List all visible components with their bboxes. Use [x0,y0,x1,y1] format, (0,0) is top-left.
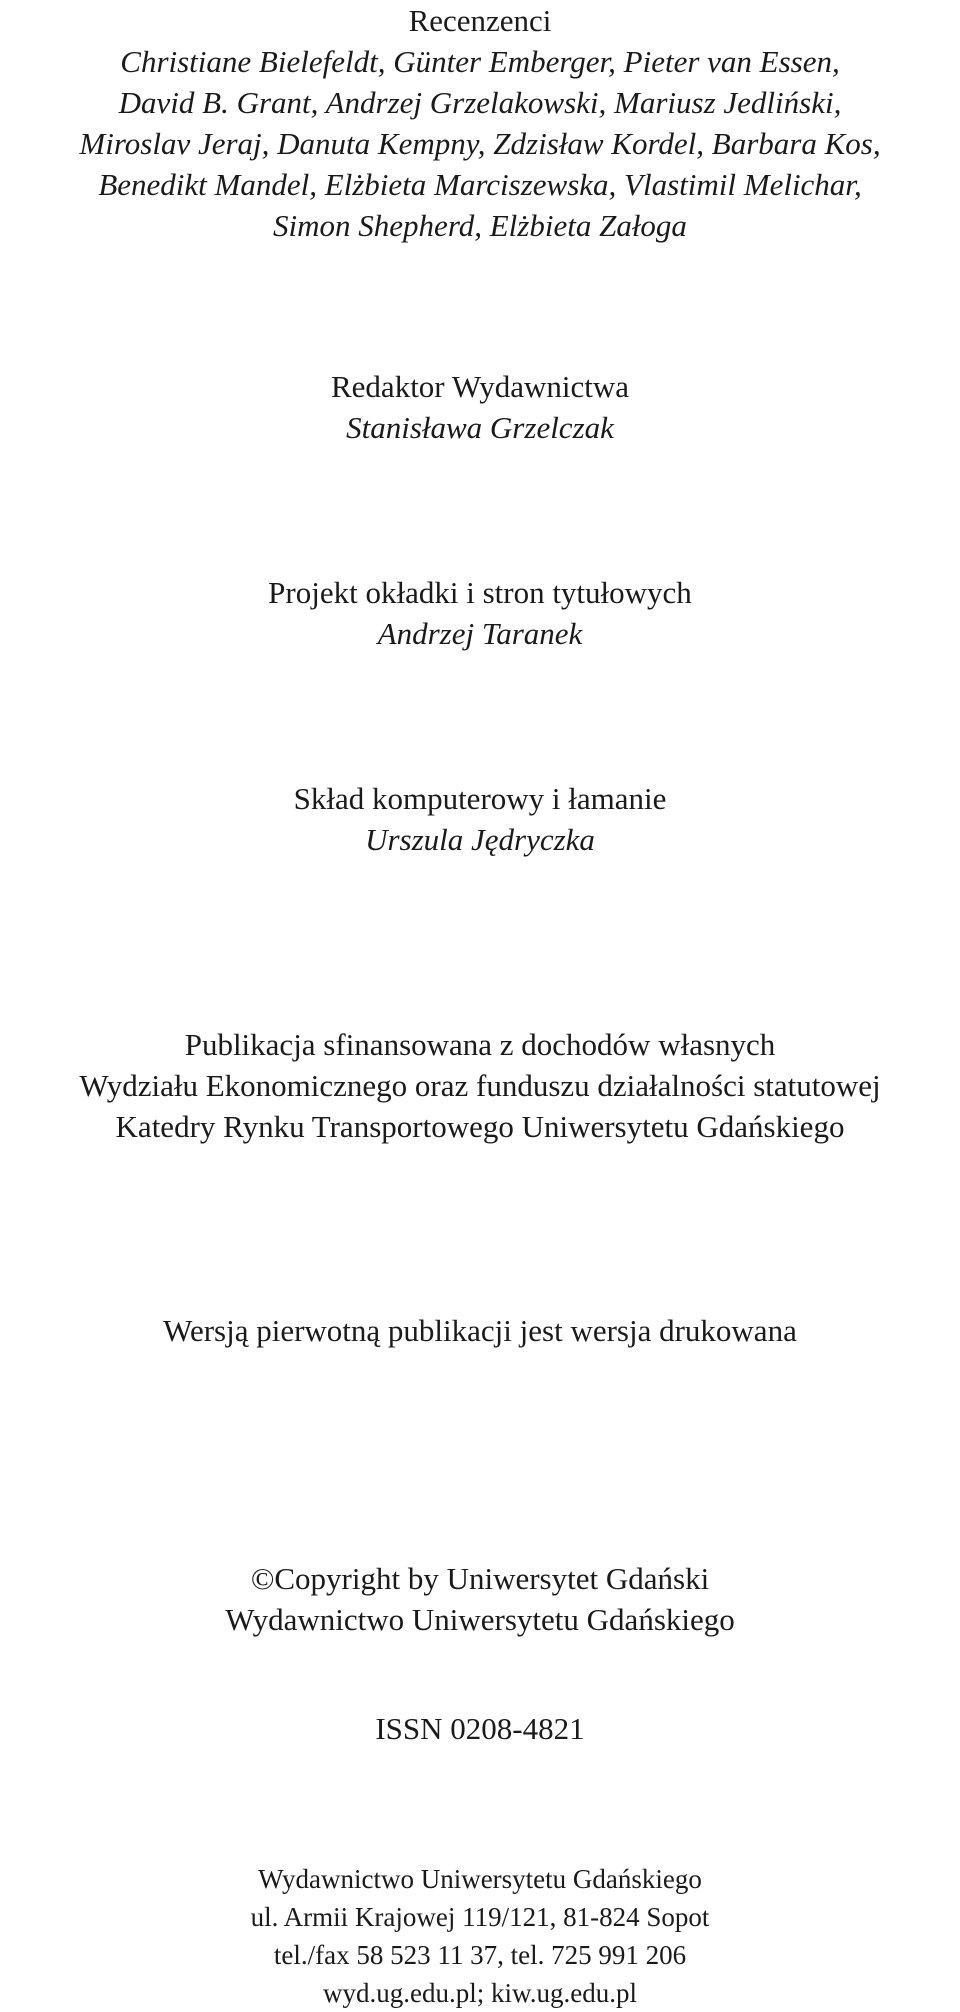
reviewers-names-line: Miroslav Jeraj, Danuta Kempny, Zdzisław Kordel, Barbara Kos, [79,126,881,161]
typesetting-section [0,778,960,860]
funding-line: Katedry Rynku Transportowego Uniwersytetu Gdańskiego [115,1109,845,1144]
funding-line: Wydziału Ekonomicznego oraz funduszu działalności statutowej [79,1068,881,1103]
cover-design-section [0,572,960,654]
funding-note [0,1024,960,1147]
reviewers-names-line: David B. Grant, Andrzej Grzelakowski, Mariusz Jedliński, [118,85,842,120]
copyright-line: Wydawnictwo Uniwersytetu Gdańskiego [225,1602,735,1637]
reviewers-heading: Recenzenci [408,3,552,38]
copyright-line: ©Copyright by Uniwersytet Gdański [250,1561,710,1596]
editor-name: Stanisława Grzelczak [346,410,614,445]
publisher-address [0,1860,960,2012]
typesetting-heading: Skład komputerowy i łamanie [293,781,667,816]
reviewers-names-line: Christiane Bielefeldt, Günter Emberger, Pieter van Essen, [120,44,840,79]
version-text: Wersją pierwotną publikacji jest wersja drukowana [163,1313,797,1348]
publisher-name: Wydawnictwo Uniwersytetu Gdańskiego [258,1864,702,1894]
publisher-street: ul. Armii Krajowej 119/121, 81-824 Sopot [250,1902,710,1932]
copyright-section [0,1558,960,1640]
publisher-phone: tel./fax 58 523 11 37, tel. 725 991 206 [273,1940,687,1970]
funding-line: Publikacja sfinansowana z dochodów własnych [184,1027,776,1062]
cover-design-heading: Projekt okładki i stron tytułowych [268,575,692,610]
reviewers-names-line: Benedikt Mandel, Elżbieta Marciszewska, Vlastimil Melichar, [98,167,862,202]
cover-designer-name: Andrzej Taranek [377,616,583,651]
typesetter-name: Urszula Jędryczka [365,822,595,857]
publisher-websites: wyd.ug.edu.pl; kiw.ug.edu.pl [323,1978,637,2008]
reviewers-section [0,0,960,246]
issn-section [0,1708,960,1749]
version-note [0,1310,960,1351]
editor-heading: Redaktor Wydawnictwa [331,369,629,404]
editor-section [0,366,960,448]
issn-number: ISSN 0208-4821 [375,1711,585,1746]
reviewers-names-line: Simon Shepherd, Elżbieta Załoga [273,208,687,243]
